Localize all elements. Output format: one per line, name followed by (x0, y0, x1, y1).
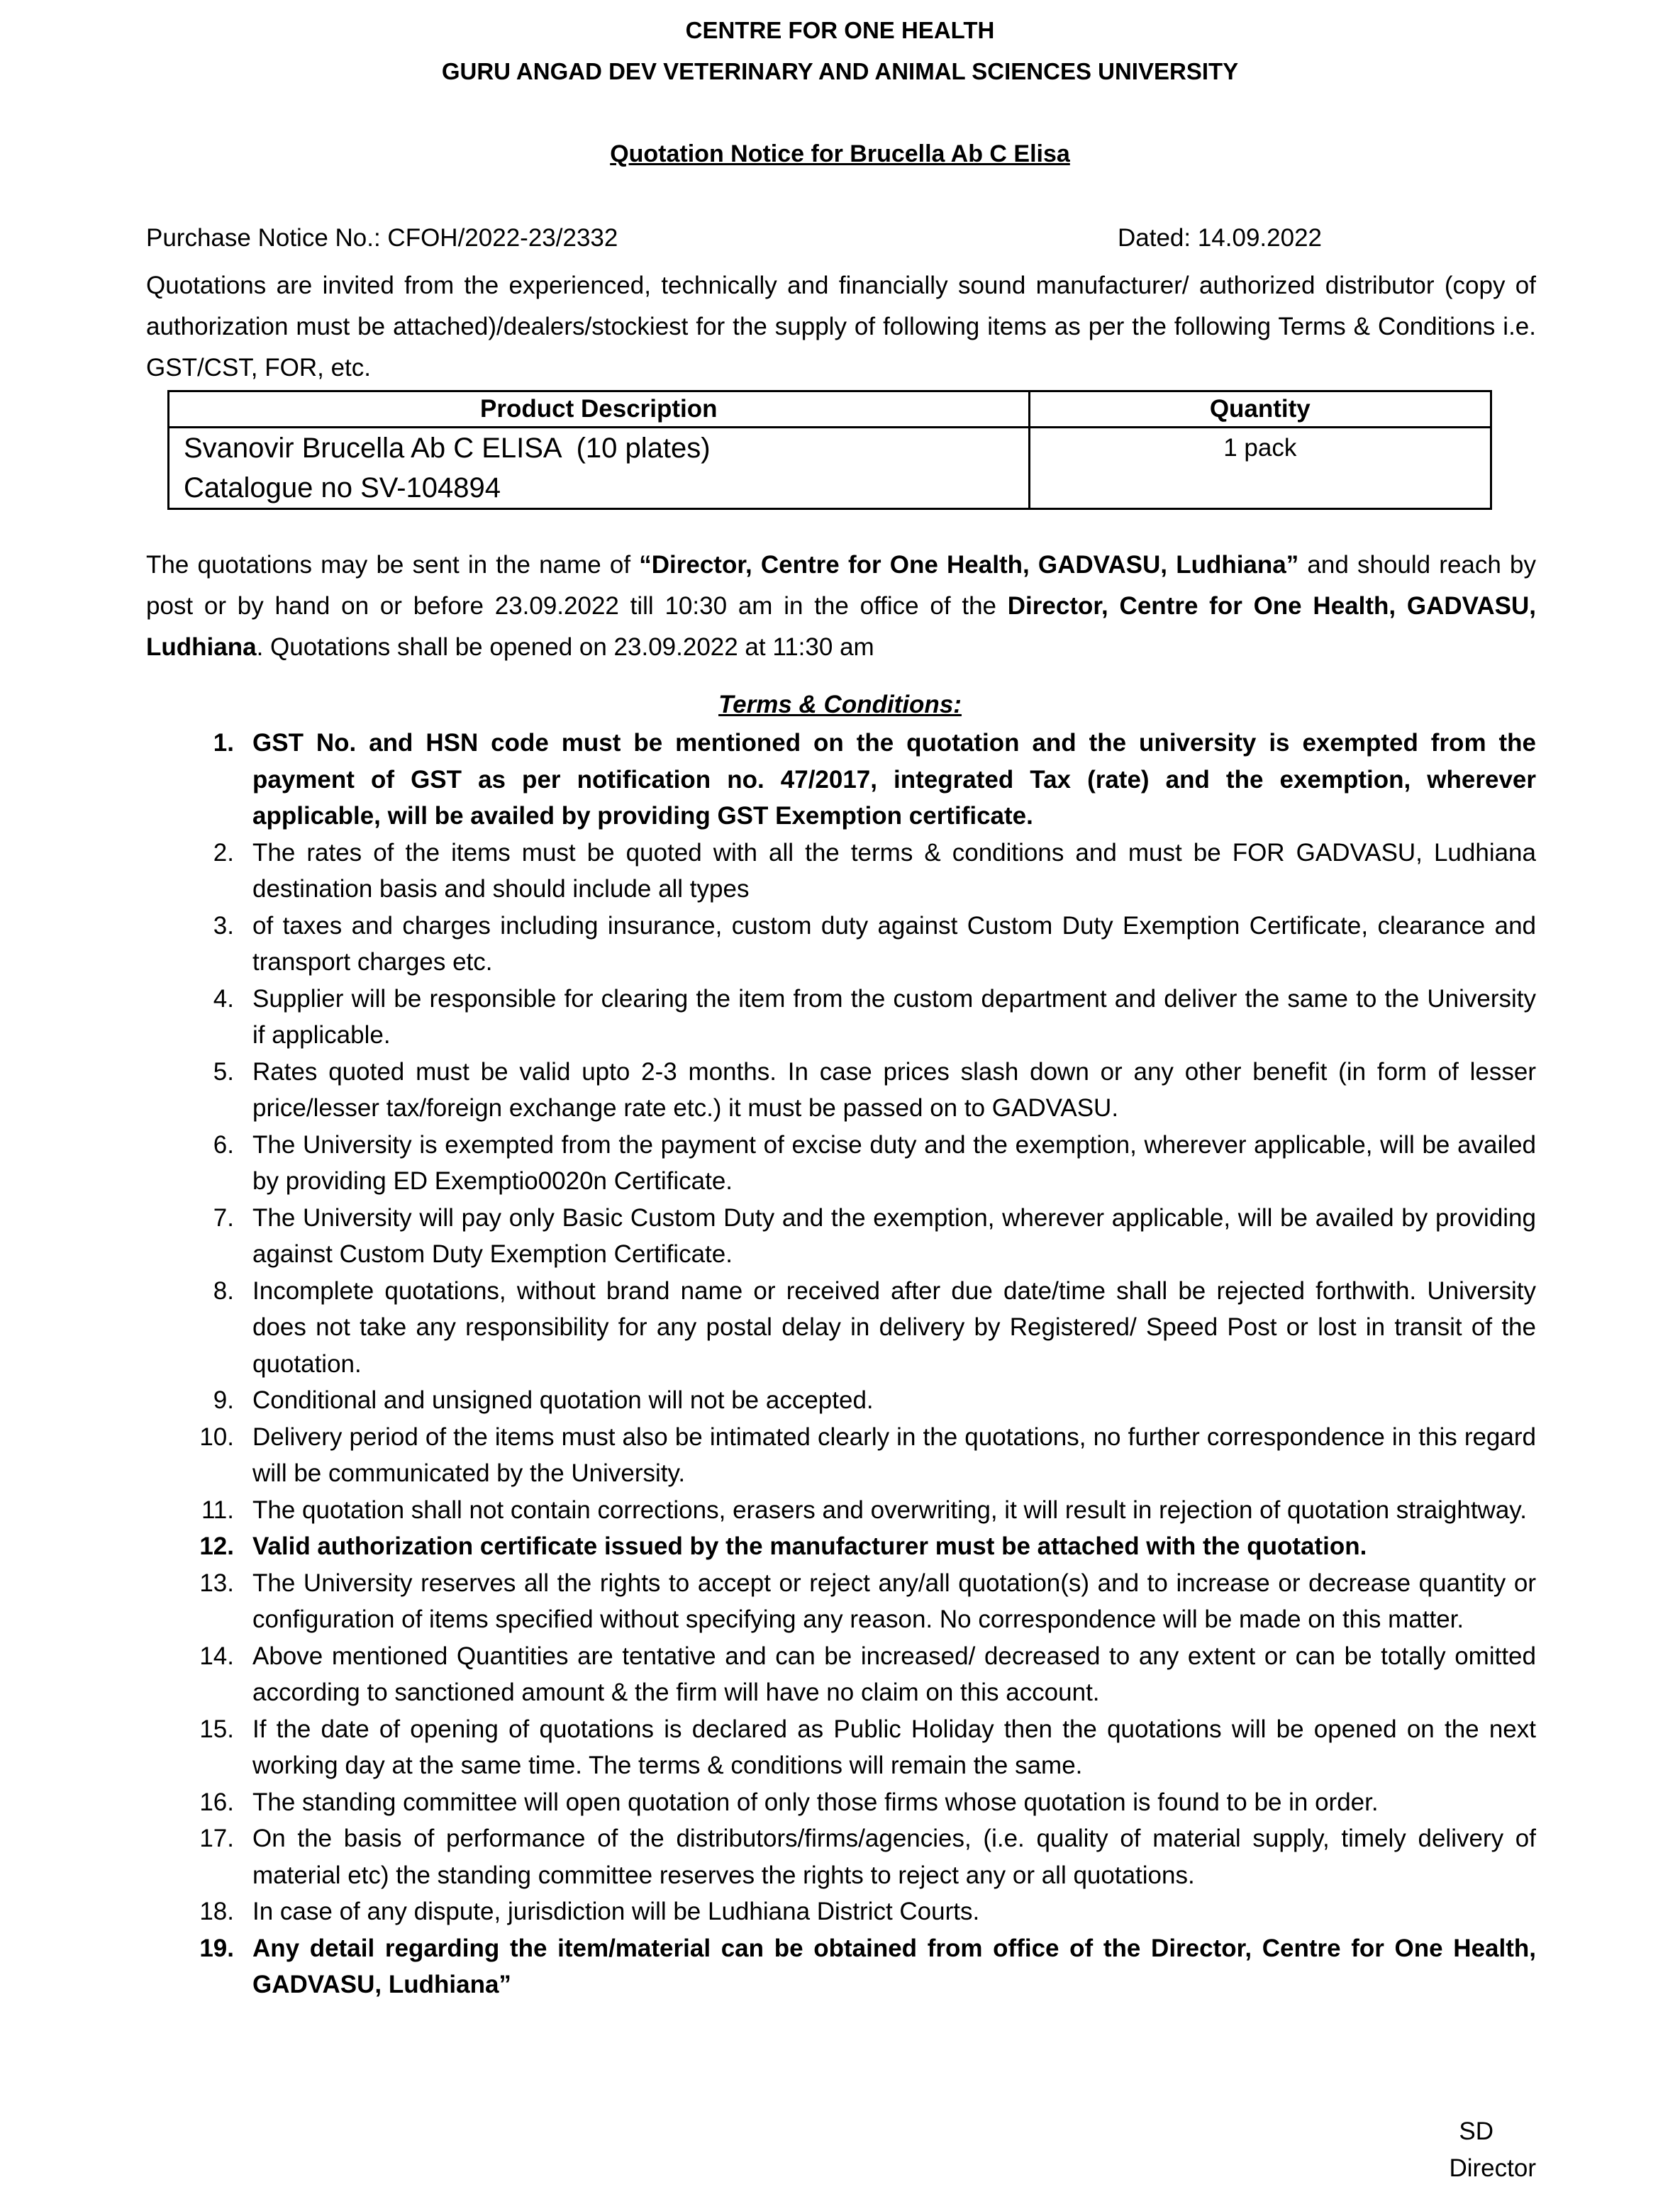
term-item (146, 1273, 1536, 1383)
term-text: Valid authorization certificate issued by the manufacturer must be attached with the quotation. (252, 1532, 1367, 1560)
product-description-cell (169, 428, 1030, 509)
submission-text-2: and should reach by post or by hand on or before 23.09.2022 till 10:30 am in the office of the (146, 551, 1536, 620)
term-item (146, 1528, 1536, 1565)
signature-title: Director (1449, 2154, 1536, 2182)
term-text: The standing committee will open quotation of only those firms whose quotation is found to be in order. (252, 1788, 1379, 1816)
term-item (146, 1893, 1536, 1930)
term-text: In case of any dispute, jurisdiction will be Ludhiana District Courts. (252, 1898, 980, 1925)
term-number: 17. (199, 1825, 234, 1852)
term-text: of taxes and charges including insurance, custom duty against Custom Duty Exemption Certificate, clearance and transport charges etc. (252, 911, 1536, 976)
term-item (146, 725, 1536, 835)
term-number: 7. (213, 1203, 234, 1232)
term-text: Conditional and unsigned quotation will not be accepted. (252, 1386, 874, 1414)
terms-title-text: Terms & Conditions: (718, 691, 962, 718)
centre-name: CENTRE FOR ONE HEALTH (685, 17, 995, 43)
table-header-row (169, 391, 1491, 428)
column-header-description: Product Description (169, 391, 1030, 428)
term-item (146, 1930, 1536, 2003)
term-item (146, 1638, 1536, 1711)
term-text: On the basis of performance of the distributors/firms/agencies, (i.e. quality of material supply, timely delivery of material etc) the standing committee reserves the rights to reject any or all quotations. (252, 1825, 1536, 1889)
intro-paragraph: Quotations are invited from the experienced, technically and financially sound manufacturer/ authorized distributor (copy of authorization must be attached)/dealers/stockiest for the supply of following items as per the following Terms & Conditions i.e. GST/CST, FOR, etc. (146, 272, 1536, 382)
term-item (146, 1200, 1536, 1273)
term-number: 19. (199, 1934, 234, 1962)
product-table (167, 390, 1492, 510)
term-text: If the date of opening of quotations is declared as Public Holiday then the quotations will be opened on the next working day at the same time. The terms & conditions will remain the same. (252, 1715, 1536, 1779)
term-text: Incomplete quotations, without brand name or received after due date/time shall be rejected forthwith. University does not take any responsibility for any postal delay in delivery by Registered/ Speed Post or lost in transit of the quotation. (252, 1276, 1536, 1378)
term-text: The University will pay only Basic Custom Duty and the exemption, wherever applicable, will be availed by providing against Custom Duty Exemption Certificate. (252, 1203, 1536, 1268)
term-item (146, 1492, 1536, 1529)
term-text: Supplier will be responsible for clearing the item from the custom department and deliver the same to the University if applicable. (252, 984, 1536, 1049)
term-number: 16. (199, 1788, 234, 1816)
term-number: 12. (199, 1532, 234, 1560)
term-number: 4. (213, 984, 234, 1013)
submission-text-1: The quotations may be sent in the name of (146, 551, 640, 579)
term-item (146, 1382, 1536, 1419)
term-item (146, 1784, 1536, 1821)
submission-office: Director, Centre for One Health, GADVASU, Ludhiana (146, 592, 1537, 661)
term-number: 9. (213, 1386, 234, 1414)
term-item (146, 1565, 1536, 1638)
term-number: 6. (213, 1130, 234, 1159)
submission-addressee: “Director, Centre for One Health, GADVASU, Ludhiana” (639, 551, 1299, 579)
notice-date: Dated: 14.09.2022 (1118, 224, 1323, 252)
term-text: Any detail regarding the item/material can be obtained from office of the Director, Centre for One Health, GADVASU, Ludhiana” (252, 1934, 1536, 1998)
term-item (146, 981, 1536, 1054)
term-text: Above mentioned Quantities are tentative and can be increased/ decreased to any extent or can be totally omitted according to sanctioned amount & the firm will have no claim on this account. (252, 1642, 1536, 1706)
term-number: 10. (199, 1423, 234, 1451)
term-text: The University is exempted from the payment of excise duty and the exemption, wherever applicable, will be availed by providing ED Exemptio0020n Certificate. (252, 1130, 1536, 1195)
term-number: 1. (213, 729, 234, 757)
terms-list (146, 725, 1536, 2003)
term-number: 15. (199, 1715, 234, 1743)
column-header-quantity: Quantity (1029, 391, 1491, 428)
term-text: Rates quoted must be valid upto 2-3 months. In case prices slash down or any other benefit (in form of lesser price/lesser tax/foreign exchange rate etc.) it must be passed on to GADVASU. (252, 1057, 1536, 1122)
term-item (146, 835, 1536, 908)
term-text: The rates of the items must be quoted with all the terms & conditions and must be FOR GADVASU, Ludhiana destination basis and should include all types (252, 838, 1536, 903)
term-item (146, 908, 1536, 981)
notice-title-text: Quotation Notice for Brucella Ab C Elisa (610, 140, 1070, 167)
university-name: GURU ANGAD DEV VETERINARY AND ANIMAL SCIENCES UNIVERSITY (441, 58, 1239, 84)
product-quantity: 1 pack (1029, 428, 1491, 509)
term-number: 8. (213, 1276, 234, 1305)
submission-text-3: . Quotations shall be opened on 23.09.2022 at 11:30 am (256, 633, 874, 661)
term-text: GST No. and HSN code must be mentioned on the quotation and the university is exempted from the payment of GST as per notification no. 47/2017, integrated Tax (rate) and the exemption, wherever applicable, will be availed by providing GST Exemption certificate. (252, 729, 1536, 830)
purchase-notice-number: Purchase Notice No.: CFOH/2022-23/2332 (146, 224, 618, 252)
term-number: 14. (199, 1642, 234, 1670)
term-number: 2. (213, 838, 234, 867)
table-row (169, 428, 1491, 509)
term-item (146, 1419, 1536, 1492)
term-text: The quotation shall not contain corrections, erasers and overwriting, it will result in rejection of quotation straightway. (252, 1496, 1527, 1524)
term-item (146, 1127, 1536, 1200)
term-item (146, 1711, 1536, 1784)
term-number: 5. (213, 1057, 234, 1086)
catalogue-number: Catalogue no SV-104894 (184, 472, 501, 503)
term-number: 11. (201, 1496, 234, 1524)
signature-sd (1390, 2113, 1536, 2150)
reference-line (146, 224, 1536, 265)
product-name: Svanovir Brucella Ab C ELISA (10 plates) (184, 433, 711, 464)
notice-title (0, 140, 1680, 168)
term-number: 13. (199, 1569, 234, 1597)
term-number: 3. (213, 911, 234, 940)
term-item (146, 1820, 1536, 1893)
term-number: 18. (199, 1898, 234, 1925)
submission-paragraph (146, 545, 1536, 668)
term-item (146, 1054, 1536, 1127)
term-text: Delivery period of the items must also be intimated clearly in the quotations, no further correspondence in this regard will be communicated by the University. (252, 1423, 1536, 1487)
signature-sd-text: SD (1459, 2117, 1493, 2145)
terms-title (0, 691, 1680, 719)
term-text: The University reserves all the rights to accept or reject any/all quotation(s) and to increase or decrease quantity or configuration of items specified without specifying any reason. No correspondence will be made on this matter. (252, 1569, 1536, 1633)
